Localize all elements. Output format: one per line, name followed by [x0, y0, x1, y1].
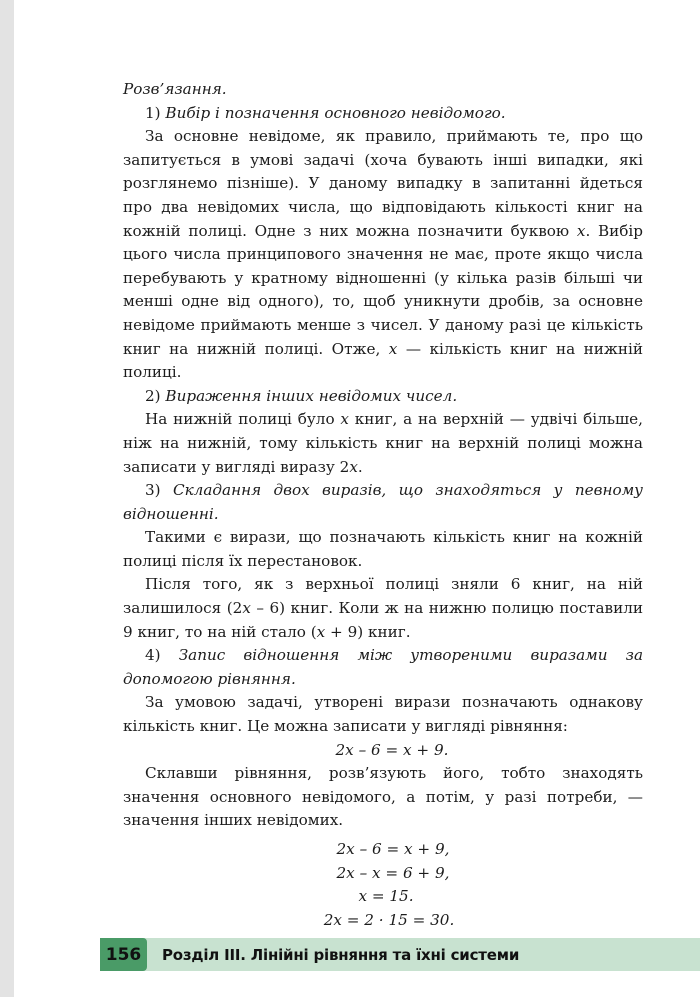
solution-line — [123, 909, 643, 933]
step-2-title: Вираження інших невідомих чисел. — [165, 386, 458, 405]
solution-line — [123, 885, 643, 909]
var-x: x — [349, 457, 358, 476]
solve-paragraph — [123, 762, 643, 833]
chapter-title: Розділ ІІІ. Лінійні рівняння та їхні системи — [162, 945, 520, 964]
solution-line-text: 2x = 2 · 15 = 30. — [323, 910, 455, 929]
step-1-text-3: — кількість книг на нижній полиці. — [123, 339, 643, 382]
step-3-paragraph-1 — [123, 526, 643, 573]
solution-title — [123, 78, 643, 102]
step-4-heading — [123, 644, 643, 691]
var-x: x — [340, 410, 349, 429]
step-1-number: 1) — [145, 103, 161, 122]
page-footer — [100, 938, 700, 971]
step-1-heading — [123, 102, 643, 126]
main-equation-text: 2x – 6 = x + 9. — [335, 740, 449, 759]
var-x: x — [316, 622, 326, 641]
step-4-paragraph — [123, 691, 643, 738]
var-x: x — [242, 599, 251, 618]
page-number: 156 — [100, 938, 147, 971]
step-1-title: Вибір і позначення основного невідомого. — [165, 103, 506, 122]
solve-text: Склавши рівняння, розв’язують його, тобто знаходять значення основного невідомого, а потім, у разі потреби, — значення інших невідомих. — [123, 764, 643, 830]
step-2-text-a: На нижній полиці було — [145, 410, 341, 429]
main-equation — [123, 739, 643, 763]
step-3-text-2a: Після того, як з верхньої полиці зняли 6 книг, на ній залишилося (2 — [123, 575, 643, 618]
step-2-number: 2) — [145, 386, 161, 405]
page-body — [123, 78, 643, 932]
step-2-paragraph — [123, 408, 643, 479]
step-3-title: Складання двох виразів, що знаходяться у певному відношенні. — [123, 481, 643, 523]
step-3-text-2b: – 6) книг. Коли ж на нижню полицю поставили 9 книг, то на ній стало ( — [123, 599, 643, 641]
step-3-heading — [123, 479, 643, 526]
step-3-text-1: Такими є вирази, що позначають кількість книг на кожній полиці після їх перестановок. — [123, 528, 643, 570]
solution-equations — [123, 838, 643, 932]
solution-line-text: x = 15. — [358, 887, 414, 906]
step-2-text-c: . — [357, 457, 363, 476]
var-x: x — [576, 221, 586, 240]
solution-line-text: 2x – 6 = x + 9, — [336, 840, 450, 858]
step-2-heading — [123, 385, 643, 409]
step-1-text-2: . Вибір цього числа принципового значення не має, проте якщо числа перебувають у кратному відношенні (у кілька разів більші чи менші одне від одного), то, щоб уникнути дробів, за основне невідоме приймають менше з чисел. У даному разі це кількість книг на нижній полиці. Отже, — [123, 221, 643, 358]
step-4-title: Запис відношення між утвореними виразами за допомогою рівняння. — [123, 646, 644, 688]
solution-title-text: Розв’язання. — [123, 80, 227, 98]
step-2-text-b: книг, а на верхній — удвічі більше, ніж на нижній, тому кількість книг на верхній полиці можна записати у вигляді виразу 2 — [123, 410, 643, 476]
solution-line — [123, 838, 643, 862]
step-1-paragraph — [123, 125, 643, 385]
step-4-text: За умовою задачі, утворені вирази позначають однакову кількість книг. Це можна записати у вигляді рівняння: — [123, 693, 643, 736]
step-3-text-2c: + 9) книг. — [325, 622, 411, 641]
step-3-number: 3) — [145, 481, 161, 500]
var-x: x — [388, 339, 398, 358]
solution-line — [123, 862, 643, 886]
page-edge — [0, 0, 14, 997]
step-4-number: 4) — [145, 646, 161, 665]
solution-line-text: 2x – x = 6 + 9, — [336, 863, 450, 882]
step-1-text: За основне невідоме, як правило, приймають те, про що запитується в умові задачі (хоча бувають інші випадки, які розглянемо пізніше). У даному випадку в запитанні йдеться про два невідомих числа, що відповідають кількості книг на кожній полиці. Одне з них можна позначити буквою — [123, 127, 643, 240]
step-3-paragraph-2 — [123, 573, 643, 644]
